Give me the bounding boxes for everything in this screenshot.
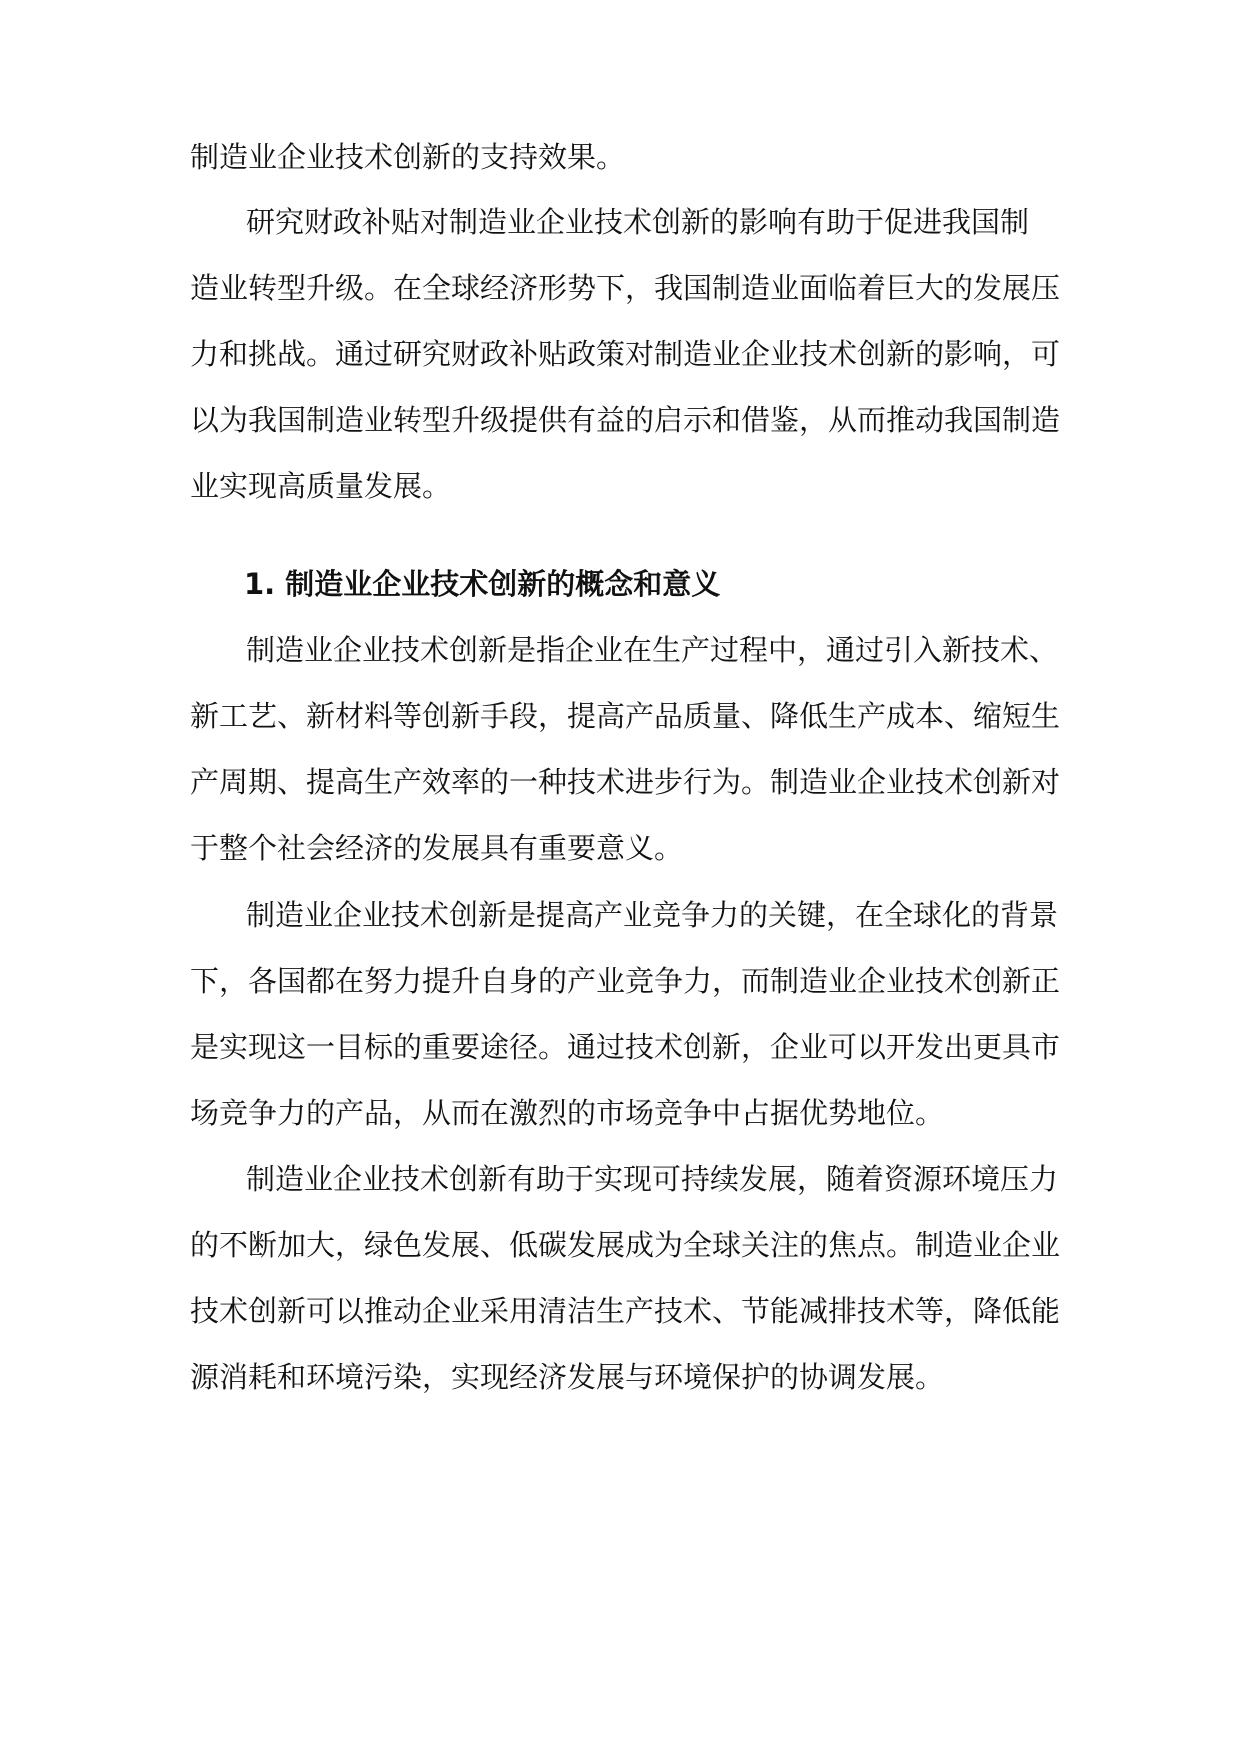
paragraph-line: 产周期、提高生产效率的一种技术进步行为。制造业企业技术创新对 xyxy=(190,765,1061,799)
paragraph-line: 的不断加大，绿色发展、低碳发展成为全球关注的焦点。制造业企业 xyxy=(190,1228,1061,1262)
paragraph-line: 制造业企业技术创新的支持效果。 xyxy=(190,140,626,174)
paragraph-line: 下，各国都在努力提升自身的产业竞争力，而制造业企业技术创新正 xyxy=(190,964,1061,998)
paragraph-line: 业实现高质量发展。 xyxy=(190,469,452,503)
paragraph-line: 新工艺、新材料等创新手段，提高产品质量、降低生产成本、缩短生 xyxy=(190,699,1061,733)
section-heading: 1. 制造业企业技术创新的概念和意义 xyxy=(244,567,721,601)
paragraph-line: 制造业企业技术创新是指企业在生产过程中，通过引入新技术、 xyxy=(246,633,1059,667)
paragraph-line: 制造业企业技术创新是提高产业竞争力的关键，在全球化的背景 xyxy=(246,898,1059,932)
paragraph-line: 研究财政补贴对制造业企业技术创新的影响有助于促进我国制 xyxy=(246,205,1030,239)
paragraph-line: 场竞争力的产品，从而在激烈的市场竞争中占据优势地位。 xyxy=(190,1096,945,1130)
paragraph-line: 制造业企业技术创新有助于实现可持续发展，随着资源环境压力 xyxy=(246,1162,1059,1196)
paragraph-line: 技术创新可以推动企业采用清洁生产技术、节能减排技术等，降低能 xyxy=(190,1294,1061,1328)
paragraph-line: 力和挑战。通过研究财政补贴政策对制造业企业技术创新的影响，可 xyxy=(190,337,1061,371)
paragraph-line: 以为我国制造业转型升级提供有益的启示和借鉴，从而推动我国制造 xyxy=(190,403,1061,437)
paragraph-line: 是实现这一目标的重要途径。通过技术创新，企业可以开发出更具市 xyxy=(190,1030,1061,1064)
paragraph-line: 源消耗和环境污染，实现经济发展与环境保护的协调发展。 xyxy=(190,1360,945,1394)
paragraph-line: 于整个社会经济的发展具有重要意义。 xyxy=(190,831,684,865)
paragraph-line: 造业转型升级。在全球经济形势下，我国制造业面临着巨大的发展压 xyxy=(190,271,1061,305)
